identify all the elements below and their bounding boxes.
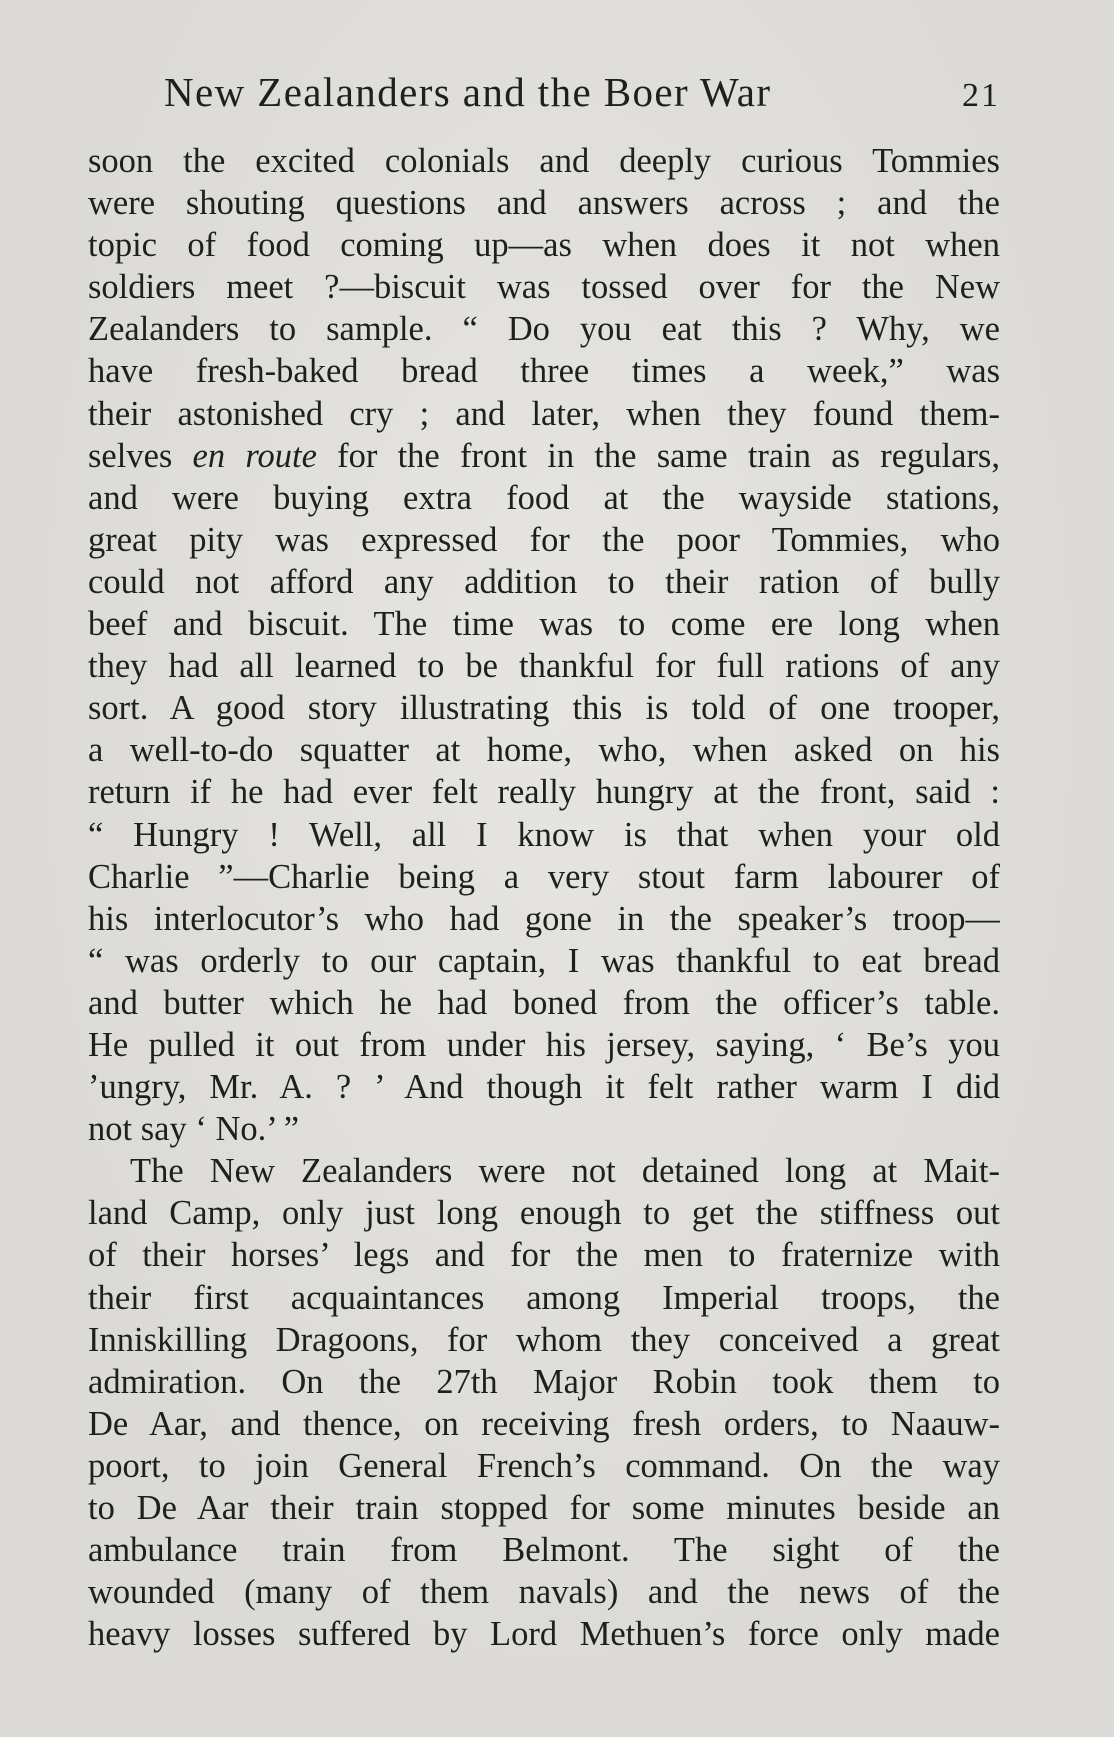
text-line: De Aar, and thence, on receiving fresh orders, to Naauw-	[88, 1404, 1000, 1443]
text-line: heavy losses suffered by Lord Methuen’s force only made	[88, 1615, 1000, 1654]
text-line: Inniskilling Dragoons, for whom they conceived a great	[88, 1320, 1000, 1359]
text-line: “ was orderly to our captain, I was thankful to eat bread	[88, 941, 1000, 980]
text-line: soon the excited colonials and deeply curious Tommies	[88, 142, 1000, 180]
text-line: soldiers meet ?—biscuit was tossed over for the New	[88, 268, 1000, 307]
text-line: could not afford any addition to their ration of bully	[88, 562, 1000, 601]
text-line: poort, to join General French’s command. On the way	[88, 1446, 1000, 1485]
text-line: return if he had ever felt really hungry at the front, said :	[88, 773, 1000, 812]
text-line: wounded (many of them navals) and the news of the	[88, 1573, 1000, 1612]
text-segment: selves	[88, 436, 193, 475]
text-line: their astonished cry ; and later, when they found them-	[88, 394, 1000, 433]
text-line: beef and biscuit. The time was to come ere long when	[88, 605, 1000, 644]
text-line: Charlie ”—Charlie being a very stout farm labourer of	[88, 857, 1000, 896]
text-line: of their horses’ legs and for the men to fraternize with	[88, 1236, 1000, 1275]
text-line: they had all learned to be thankful for full rations of any	[88, 647, 1000, 686]
paragraph-start-line: The New Zealanders were not detained long at Mait-	[130, 1152, 1000, 1191]
text-line: were shouting questions and answers across ; and the	[88, 184, 1000, 223]
text-line-with-italic	[88, 435, 1000, 477]
page-number: 21	[962, 77, 1000, 114]
text-line: sort. A good story illustrating this is told of one trooper,	[88, 689, 1000, 728]
text-line: and butter which he had boned from the officer’s table.	[88, 983, 1000, 1022]
text-line: “ Hungry ! Well, all I know is that when your old	[88, 815, 1000, 854]
text-line: to De Aar their train stopped for some minutes beside an	[88, 1489, 1000, 1527]
text-line: his interlocutor’s who had gone in the speaker’s troop—	[88, 899, 1000, 938]
text-line: ’ungry, Mr. A. ? ’ And though it felt rather warm I did	[88, 1068, 1000, 1107]
running-title: New Zealanders and the Boer War	[164, 69, 772, 115]
body-text	[88, 140, 1000, 1655]
text-line: admiration. On the 27th Major Robin took them to	[88, 1362, 1000, 1401]
text-line: Zealanders to sample. “ Do you eat this ? Why, we	[88, 310, 1000, 349]
text-line: and were buying extra food at the wayside stations,	[88, 478, 1000, 517]
text-line: great pity was expressed for the poor Tommies, who	[88, 520, 1000, 559]
italic-phrase: en route	[192, 436, 317, 475]
text-line: ambulance train from Belmont. The sight of the	[88, 1531, 1000, 1570]
text-line: their first acquaintances among Imperial troops, the	[88, 1278, 1000, 1317]
running-head	[164, 68, 1000, 118]
text-line: land Camp, only just long enough to get the stiffness out	[88, 1194, 1000, 1233]
text-line: have fresh-baked bread three times a week,” was	[88, 352, 1000, 391]
text-line: a well-to-do squatter at home, who, when asked on his	[88, 731, 1000, 770]
text-segment: for the front in the same train as regulars,	[316, 436, 1000, 475]
text-line: topic of food coming up—as when does it not when	[88, 226, 1000, 265]
text-line: He pulled it out from under his jersey, saying, ‘ Be’s you	[88, 1025, 1000, 1064]
paragraph-end-line: not say ‘ No.’ ”	[88, 1110, 300, 1149]
